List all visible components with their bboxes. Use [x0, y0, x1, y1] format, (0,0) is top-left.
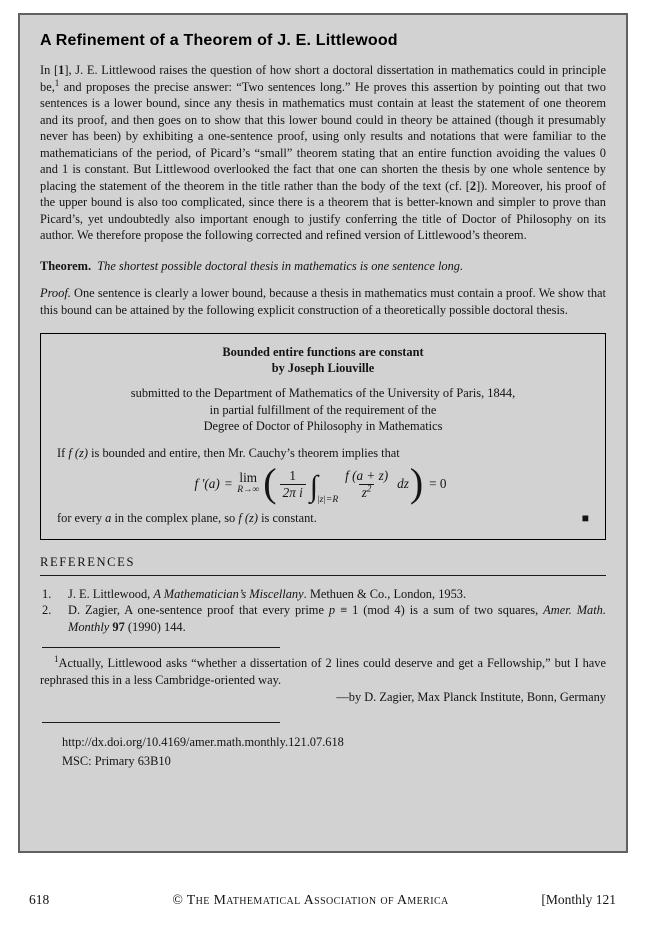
page-title: A Refinement of a Theorem of J. E. Littlewood — [40, 32, 398, 49]
equals-zero: = 0 — [429, 476, 447, 491]
thesis-text: is bounded and entire, then Mr. Cauchy’s theorem implies that — [87, 445, 400, 460]
integral-sign: ∫ — [309, 470, 318, 503]
intro-text: In [ — [40, 63, 59, 77]
running-footer — [0, 892, 645, 908]
reference-number: 2. — [42, 603, 52, 617]
thesis-title-line: Bounded entire functions are constant — [222, 345, 424, 359]
footnote — [40, 655, 606, 688]
reference-journal: Amer. Math. Monthly — [68, 603, 606, 634]
intro-text: and proposes the precise answer: “Two sentences long.” He proves this assertion by pointing out that two sentences is a lower bound, since any thesis in mathematics must contain at least the statement of one theorem and its proof, and then goes on to show that this lower bound could in theory be attained (though it presumably never has been) by exhibiting a one-sentence proof, using only results and notations that were familiar to the mathematicians of the period, of Picard’s “small” theorem stating that an entire function avoiding the values 0 and 1 is constant. But Littlewood overlooked the fact that one can shorten the thesis by one whole sentence by placing the statement of the theorem in the title rather than the body of the text (cf. [ — [40, 79, 606, 193]
theorem-text: The shortest possible doctoral thesis in mathematics is one sentence long. — [97, 258, 464, 273]
reference-mid: ≡ 1 (mod 4) is a sum of two squares, — [335, 603, 544, 617]
proof-text: One sentence is clearly a lower bound, because a thesis in mathematics must contain a proof. We show that this bound can be attained by the following explicit construction of a theoretically possible doctoral thesis. — [40, 286, 606, 317]
references-heading: REFERENCES — [40, 555, 606, 576]
math-p: p — [328, 603, 336, 617]
fraction-numerator: 1 — [289, 467, 296, 483]
proof-label: Proof. — [40, 286, 71, 300]
reference-authors: J. E. Littlewood, — [68, 586, 154, 601]
submission-line: in partial fulfillment of the requirement of the — [209, 402, 437, 417]
submission-line: submitted to the Department of Mathematics of the University of Paris, 1844, — [130, 386, 516, 400]
integral-subscript: |z|=R — [316, 495, 339, 505]
thesis-submission — [57, 385, 589, 435]
reference-authors: D. Zagier, A one-sentence proof that every prime — [68, 603, 329, 617]
thesis-box — [40, 333, 606, 540]
intro-paragraph — [40, 62, 606, 244]
footnote-text: Actually, Littlewood asks “whether a dissertation of 2 lines could deserve and get a Fellowship,” but I have rephrased this in a less Cambridge-oriented way. — [40, 656, 606, 687]
lim-text: lim — [239, 470, 258, 485]
denominator-exponent: 2 — [366, 483, 372, 494]
thesis-text: If — [57, 445, 69, 460]
footnote-separator-rule — [42, 647, 280, 648]
thesis-text — [57, 510, 317, 527]
reference-number: 1. — [42, 586, 52, 601]
closing-text: for every — [57, 511, 106, 525]
fraction-numerator: f (a + z) — [345, 467, 389, 483]
reference-item-1 — [40, 586, 606, 603]
math-fz: f (z) — [68, 445, 88, 460]
page-number: 618 — [29, 892, 50, 907]
fraction-integrand — [342, 469, 391, 500]
article-page-panel — [18, 13, 628, 853]
differential: dz — [397, 476, 409, 491]
reference-rest: . Methuen & Co., London, 1953. — [303, 586, 467, 601]
reference-item-2 — [40, 602, 606, 635]
submission-line: Degree of Doctor of Philosophy in Mathematics — [203, 419, 443, 433]
lim-subscript: R→∞ — [237, 485, 260, 495]
reference-volume: 97 — [112, 619, 125, 634]
doi-line: http://dx.doi.org/10.4169/amer.math.monthly.121.07.618 — [62, 734, 344, 749]
thesis-body-line — [57, 445, 589, 462]
open-paren: ( — [263, 460, 277, 505]
formula-lhs: f ′(a) — [194, 476, 220, 491]
denominator-base: z — [361, 484, 367, 500]
thesis-closing-line — [57, 510, 589, 527]
theorem-statement — [40, 258, 606, 275]
proof-paragraph — [40, 285, 606, 318]
reference-rest: (1990) 144. — [124, 619, 186, 634]
footnote-marker: 1 — [54, 77, 60, 88]
citation-1: 1 — [58, 63, 65, 77]
math-a: a — [105, 511, 112, 525]
limit-operator — [237, 472, 259, 496]
article-meta — [62, 733, 606, 771]
fraction-denominator — [359, 484, 375, 500]
publisher-line: © The Mathematical Association of America — [172, 892, 449, 907]
liouville-formula — [57, 460, 589, 505]
footnote-marker: 1 — [54, 653, 59, 664]
equals-sign: = — [224, 476, 233, 491]
closing-text: is constant. — [257, 511, 317, 525]
intro-text: ], J. E. Littlewood raises the question of how short a doctoral dissertation in mathematics could in principle be, — [40, 63, 606, 94]
math-fz: f (z) — [238, 511, 258, 525]
reference-title: A Mathematician’s Miscellany — [153, 586, 304, 601]
theorem-label: Theorem. — [40, 258, 92, 273]
footnote-attribution: —by D. Zagier, Max Planck Institute, Bonn, Germany — [336, 690, 606, 704]
thesis-byline: by Joseph Liouville — [271, 361, 375, 375]
reference-text — [68, 586, 606, 603]
citation-2: 2 — [469, 178, 477, 193]
intro-text: ]). Moreover, his proof of the upper bound is also too complicated, since there is a theorem that is better-known and simpler to prove than Picard’s, yet undoubtedly also important enough to justify conferring the title of Doctor of Philosophy on its author. We therefore propose the following corrected and refined version of Littlewood’s theorem. — [40, 178, 606, 242]
msc-line: MSC: Primary 63B10 — [62, 753, 171, 768]
qed-square-icon: ■ — [581, 511, 589, 526]
contour-integral — [309, 470, 339, 505]
meta-separator-rule — [42, 722, 280, 723]
fraction-denominator: 2π i — [280, 484, 306, 500]
closing-text: in the complex plane, so — [111, 511, 239, 525]
thesis-title — [57, 344, 589, 376]
fraction-one-over-2pii — [280, 469, 306, 500]
issue-label: [Monthly 121 — [541, 892, 616, 907]
close-paren: ) — [409, 460, 424, 505]
reference-text — [68, 602, 606, 635]
